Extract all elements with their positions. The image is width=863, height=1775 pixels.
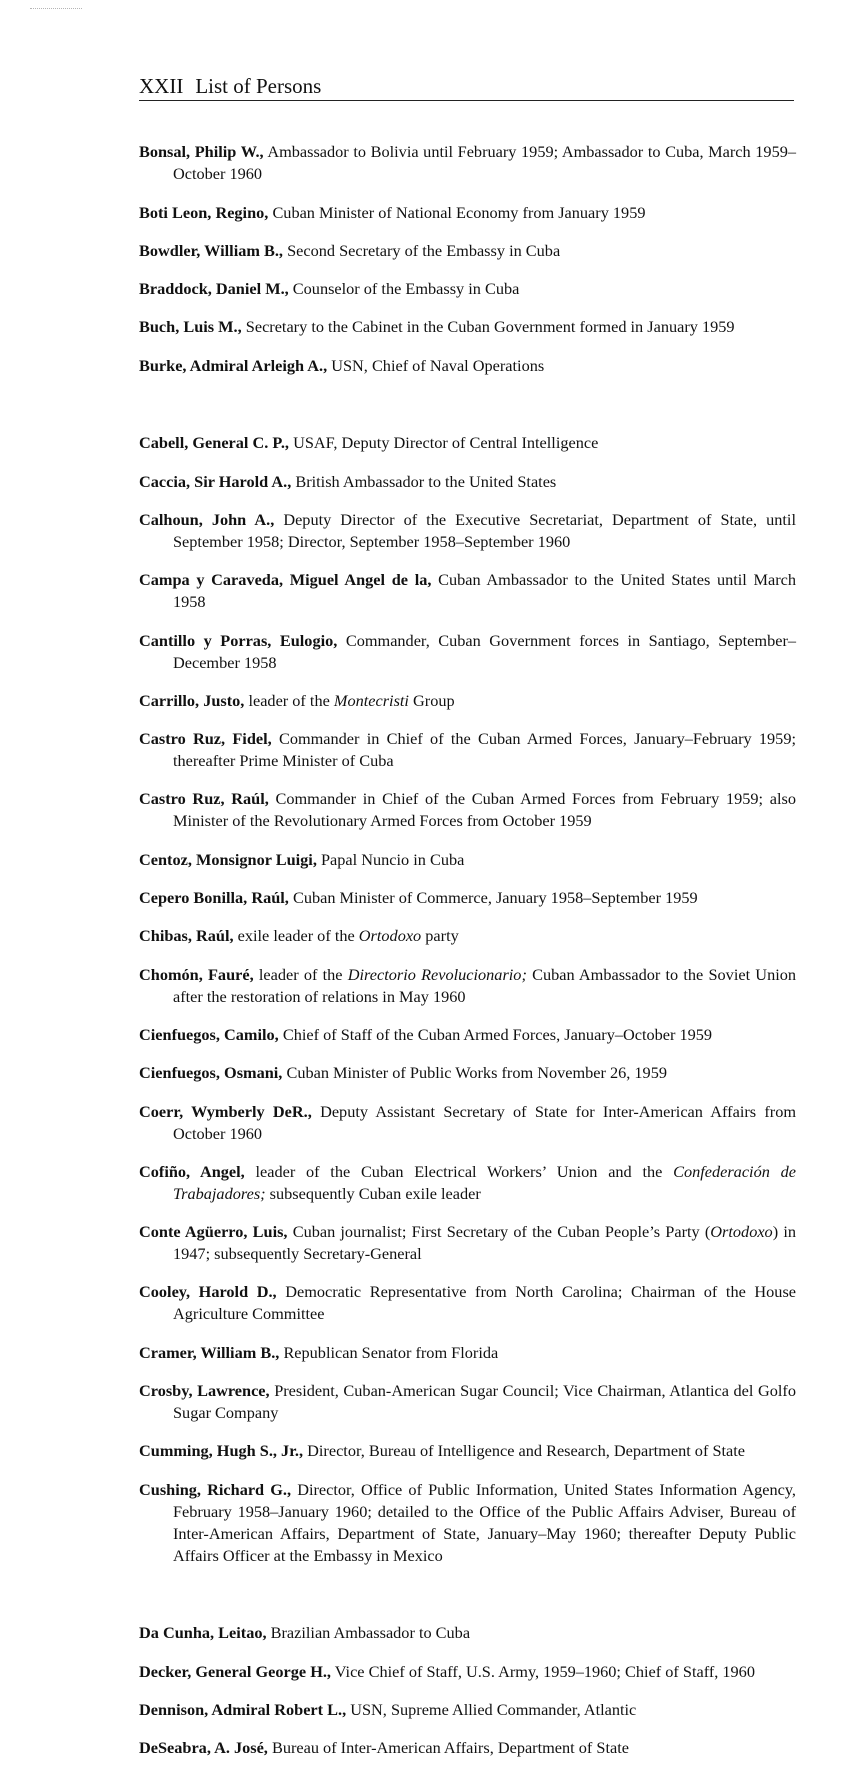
person-name: Cepero Bonilla, Raúl, [139,888,289,908]
person-name: Cienfuegos, Camilo, [139,1024,279,1044]
person-description: Ambassador to Bolivia until February 1959; Ambassador to Cuba, March 1959–October 1960 [173,142,796,184]
person-entry [139,788,796,832]
person-name: Boti Leon, Regino, [139,202,269,222]
person-name: Cumming, Hugh S., Jr., [139,1441,304,1461]
person-entry [139,964,796,1008]
person-entry [139,1161,796,1205]
person-entry [139,849,796,871]
person-description: Vice Chief of Staff, U.S. Army, 1959–1960; Chief of Staff, 1960 [334,1661,755,1681]
person-name: DeSeabra, A. José, [139,1738,268,1758]
person-entry [139,278,796,300]
person-entry [139,355,796,377]
person-description: Deputy Director of the Executive Secretariat, Department of State, until September 1958; Director, September 1958–September 1960 [173,509,796,551]
person-entry [139,1221,796,1265]
person-entry [139,1737,796,1759]
person-name: Chibas, Raúl, [139,926,234,946]
person-description: Chief of Staff of the Cuban Armed Forces, January–October 1959 [282,1024,713,1044]
person-entry [139,316,796,338]
person-name: Calhoun, John A., [139,509,275,529]
person-name: Carrillo, Justo, [139,690,245,710]
person-name: Coerr, Wymberly DeR., [139,1101,312,1121]
person-name: Buch, Luis M., [139,317,242,337]
person-entry [139,1342,796,1364]
person-description: USAF, Deputy Director of Central Intelligence [293,433,599,453]
person-name: Centoz, Monsignor Luigi, [139,849,317,869]
person-entry [139,1281,796,1325]
person-entry [139,690,796,712]
person-entry [139,1622,796,1644]
person-description: leader of the Montecristi Group [248,690,455,710]
person-name: Decker, General George H., [139,1661,331,1681]
person-description: Democratic Representative from North Carolina; Chairman of the House Agriculture Committee [173,1282,797,1324]
person-entry [139,1101,796,1145]
scan-artifact [30,8,82,13]
person-name: Burke, Admiral Arleigh A., [139,355,328,375]
person-description: Cuban journalist; First Secretary of the Cuban People’s Party (Ortodoxo) in 1947; subsequently Secretary-General [173,1222,796,1264]
person-name: Cooley, Harold D., [139,1282,277,1302]
page-number: XXII [139,74,184,98]
person-description: USN, Supreme Allied Commander, Atlantic [350,1699,637,1719]
running-header [139,72,794,101]
person-description: President, Cuban-American Sugar Council; Vice Chairman, Atlantica del Golfo Sugar Company [173,1381,796,1423]
person-name: Cantillo y Porras, Eulogio, [139,630,338,650]
person-name: Cofiño, Angel, [139,1161,245,1181]
person-entry [139,1661,796,1683]
person-entry [139,240,796,262]
person-description: exile leader of the Ortodoxo party [237,926,459,946]
person-description: leader of the Cuban Electrical Workers’ Union and the Confederación de Trabajadores; subsequently Cuban exile leader [173,1161,796,1203]
person-entry [139,202,796,224]
person-entry [139,1699,796,1721]
person-description: Cuban Minister of National Economy from January 1959 [272,202,646,222]
person-name: Castro Ruz, Raúl, [139,789,269,809]
person-description: British Ambassador to the United States [295,471,557,491]
section-gap [139,1583,796,1606]
person-name: Dennison, Admiral Robert L., [139,1699,347,1719]
person-name: Cramer, William B., [139,1342,280,1362]
person-description: Director, Bureau of Intelligence and Research, Department of State [307,1441,745,1461]
person-description: Counselor of the Embassy in Cuba [292,279,520,299]
person-name: Braddock, Daniel M., [139,279,289,299]
person-description: Commander in Chief of the Cuban Armed Forces from February 1959; also Minister of the Revolutionary Armed Forces from October 1959 [173,789,796,831]
person-description: Secretary to the Cabinet in the Cuban Government formed in January 1959 [245,317,735,337]
person-entry [139,1440,796,1462]
person-entry [139,887,796,909]
person-name: Conte Agüerro, Luis, [139,1222,288,1242]
person-description: Papal Nuncio in Cuba [320,849,465,869]
person-entry [139,1479,796,1567]
person-description: Second Secretary of the Embassy in Cuba [287,240,561,260]
person-name: Da Cunha, Leitao, [139,1623,267,1643]
person-description: USN, Chief of Naval Operations [331,355,545,375]
person-description: Deputy Assistant Secretary of State for Inter-American Affairs from October 1960 [173,1101,797,1143]
header-title: List of Persons [195,74,322,98]
person-entry [139,509,796,553]
person-entry [139,569,796,613]
person-name: Bonsal, Philip W., [139,142,264,162]
person-description: Cuban Ambassador to the United States until March 1958 [173,570,796,612]
person-entry [139,630,796,674]
person-entry [139,728,796,772]
person-name: Crosby, Lawrence, [139,1381,270,1401]
person-name: Bowdler, William B., [139,240,283,260]
person-name: Castro Ruz, Fidel, [139,729,272,749]
person-description: Republican Senator from Florida [283,1342,499,1362]
person-name: Cabell, General C. P., [139,433,289,453]
person-name: Cushing, Richard G., [139,1479,292,1499]
person-description: Commander, Cuban Government forces in Santiago, September–December 1958 [173,630,797,672]
person-name: Campa y Caraveda, Miguel Angel de la, [139,570,432,590]
person-entry [139,141,796,185]
person-description: Brazilian Ambassador to Cuba [270,1623,471,1643]
persons-list [139,125,796,1775]
person-name: Chomón, Fauré, [139,964,254,984]
person-description: Director, Office of Public Information, United States Information Agency, February 1958–January 1960; detailed to the Office of the Public Affairs Adviser, Bureau of Inter-American Affairs, Department of State, January–May 1960; thereafter Deputy Public Affairs Officer at the Embassy in Mexico [173,1479,796,1565]
person-entry [139,1062,796,1084]
person-description: Cuban Minister of Commerce, January 1958–September 1959 [292,888,698,908]
person-entry [139,925,796,947]
person-name: Caccia, Sir Harold A., [139,471,292,491]
person-entry [139,432,796,454]
person-description: leader of the Directorio Revolucionario; Cuban Ambassador to the Soviet Union after the restoration of relations in May 1960 [173,964,797,1006]
person-description: Bureau of Inter-American Affairs, Department of State [271,1738,629,1758]
person-entry [139,1380,796,1424]
person-entry [139,471,796,493]
person-description: Commander in Chief of the Cuban Armed Forces, January–February 1959; thereafter Prime Minister of Cuba [173,729,796,771]
person-description: Cuban Minister of Public Works from November 26, 1959 [286,1063,667,1083]
section-gap [139,393,796,416]
person-name: Cienfuegos, Osmani, [139,1063,283,1083]
person-entry [139,1024,796,1046]
